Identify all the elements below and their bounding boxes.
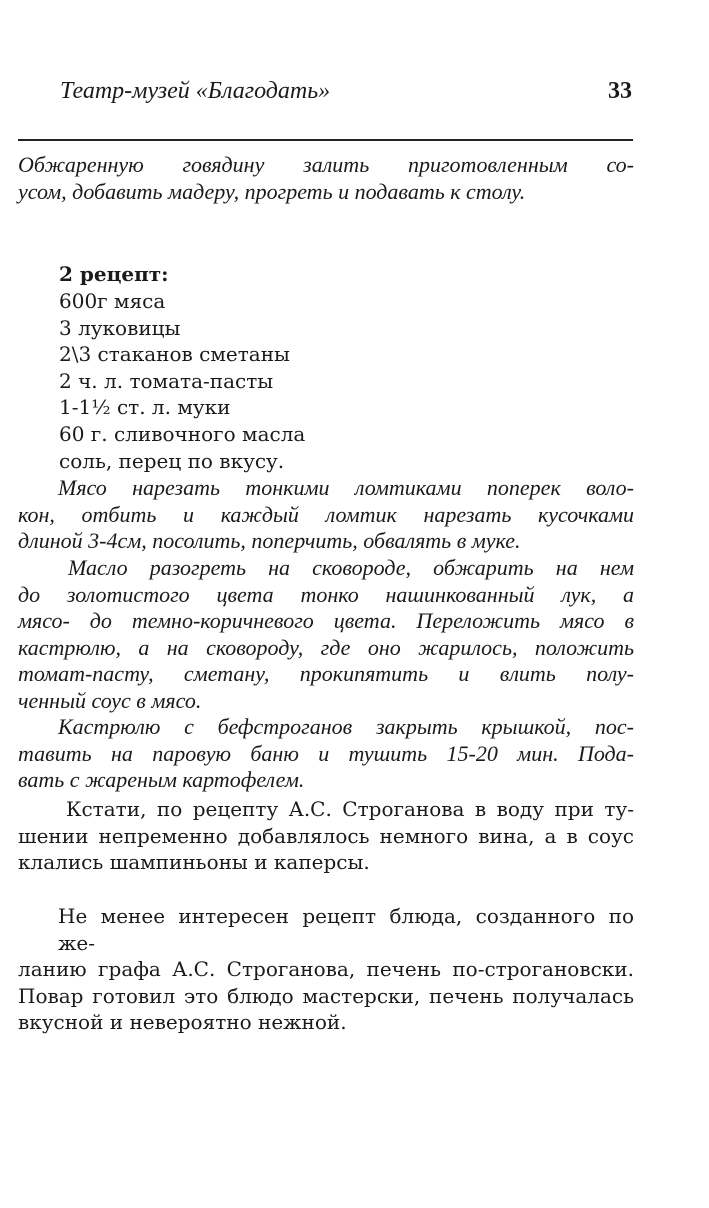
ingredient-item: 2 ч. л. томата-пасты (59, 368, 274, 393)
text-line: Мясо нарезать тонкими ломтиками поперек воло- (58, 475, 634, 500)
ingredient-item: 2\3 стаканов сметаны (59, 342, 290, 367)
text-line: кастрюлю, а на сковороду, где оно жарилось, положить (18, 634, 634, 660)
intro-paragraph (18, 152, 634, 205)
recipe-heading: 2 рецепт: (59, 262, 169, 286)
text-line: вкусной и невероятно нежной. (18, 1010, 347, 1034)
recipe-step-2 (18, 555, 634, 714)
text-line: мясо- до темно-коричневого цвета. Переложить мясо в (18, 608, 634, 633)
ingredient-item: 1-1½ ст. л. муки (59, 395, 231, 420)
header-divider (18, 139, 633, 141)
ingredient-item: соль, перец по вкусу. (59, 448, 285, 473)
text-line: усом, добавить мадеру, прогреть и подавать к столу. (18, 178, 526, 204)
text-line: Кстати, по рецепту А.С. Строганова в воду при ту- (66, 797, 634, 821)
page-number: 33 (608, 78, 632, 104)
text-line: клались шампиньоны и каперсы. (18, 850, 370, 874)
text-line: Обжаренную говядину залить приготовленным со- (18, 152, 634, 177)
note-paragraph (18, 796, 634, 876)
running-header (60, 78, 634, 114)
text-line: Не менее интересен рецепт блюда, созданного по же- (58, 904, 634, 955)
closing-paragraph (18, 903, 634, 1036)
text-line: Кастрюлю с бефстроганов закрыть крышкой, пос- (58, 714, 634, 739)
running-header-title: Театр-музей «Благодать» (60, 78, 331, 104)
ingredient-item: 600г мяса (59, 289, 166, 313)
text-line: Повар готовил это блюдо мастерски, печень получалась (18, 983, 634, 1008)
recipe-step-1 (18, 475, 634, 555)
text-line: ченный соус в мясо. (18, 687, 202, 713)
text-line: шении непременно добавлялось немного вина, а в соус (18, 823, 634, 848)
text-line: до золотистого цвета тонко нашинкованный лук, а (18, 581, 634, 607)
ingredient-item: 3 луковицы (59, 315, 181, 340)
text-line: вать с жареным картофелем. (18, 767, 305, 792)
ingredient-list (59, 288, 305, 474)
text-line: Масло разогреть на сковороде, обжарить на нем (68, 555, 634, 580)
recipe-step-3 (18, 714, 634, 794)
ingredient-item: 60 г. сливочного масла (59, 421, 306, 446)
text-line: ланию графа А.С. Строганова, печень по-строгановски. (18, 957, 634, 981)
text-line: длиной 3-4см, посолить, поперчить, обвалять в муке. (18, 528, 521, 553)
text-line: томат-пасту, сметану, прокипятить и влить полу- (18, 661, 634, 686)
text-line: тавить на паровую баню и тушить 15-20 мин. Пода- (18, 740, 634, 766)
text-line: кон, отбить и каждый ломтик нарезать кусочками (18, 501, 634, 527)
